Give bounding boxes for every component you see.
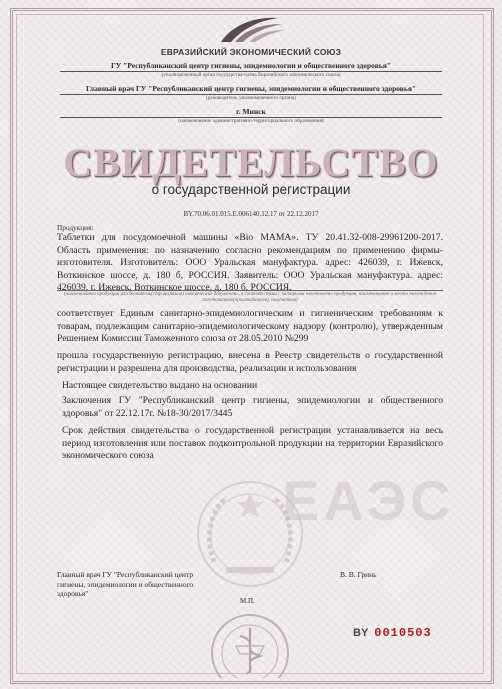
- official-name: Главный врач ГУ "Республиканский центр гигиены, эпидемиологии и общественного здоровья": [85, 84, 417, 93]
- registration-text: прошла государственную регистрацию, внесена в Реестр свидетельств о государственной регистрации и разрешена для производства, реализации и использования: [57, 350, 443, 374]
- serial-number: [353, 626, 432, 640]
- signer-title: Главный врач ГУ "Республиканский центр гигиены, эпидемиологии и общественного здоровья": [57, 570, 194, 598]
- pharmacy-seal-icon: [200, 598, 300, 678]
- authority-name: ГУ "Республиканский центр гигиены, эпидемиологии и общественного здоровья": [110, 61, 391, 70]
- compliance-text: соответствует Единым санитарно-эпидемиологическим и гигиеническим требованиям к товарам, подлежащим санитарно-эпидемиологическому надзору (контролю), утвержденным Решением Комиссии Таможенного союза от 28.05.2010 №299: [57, 308, 443, 345]
- certificate-title: СВИДЕТЕЛЬСТВО: [63, 140, 439, 185]
- signer-name: В. В. Гринь: [340, 570, 377, 579]
- registration-number: BY.70.06.01.015.E.006140.12.17 от 22.12.2017: [183, 210, 319, 218]
- serial-digits: 0010503: [374, 626, 432, 640]
- basis-intro: Настоящее свидетельство выдано на основании: [62, 380, 258, 391]
- authority-caption: (уполномоченный орган государства-члена Евразийского экономического союза): [161, 72, 341, 78]
- product-label: Продукция:: [57, 223, 94, 232]
- city: г. Минск: [236, 107, 266, 116]
- official-caption: (руководитель уполномоченного органа): [206, 95, 296, 101]
- stamp-place-label: М.П.: [240, 597, 255, 605]
- product-description: Таблетки для посудомоечной машины «Bio MAMA». ТУ 20.41.32-008-29961200-2017. Область применения: по назначению согласно рекомендациям по применению фирмы-изготовителя. Изготовитель: ООО Уральская мануфактура. адрес: 426039, г. Ижевск, Воткинское шоссе, д. 180 б, РОССИЯ. Заявитель: ООО Уральская мануфактура. адрес: 426039, г. Ижевск, Воткинское шоссе, д. 180 б, РОССИЯ.: [57, 232, 443, 294]
- product-caption: (наименование продукции,изготовитель(страна)и(или) технические документы, в соответствии с которыми изготовлена продукция, наименование и место нахождения изготовителя(производителя), получателя): [63, 291, 437, 304]
- basis-text: Заключения ГУ "Республиканский центр гигиены, эпидемиологии и общественного здоровья" от 22.12.17г. №18-30/2017/3445: [62, 395, 443, 419]
- city-caption: (наименование административно-территориального образования): [178, 118, 324, 124]
- state-emblem-icon: [186, 470, 314, 598]
- certificate-subtitle: о государственной регистрации: [151, 182, 351, 197]
- union-name: ЕВРАЗИЙСКИЙ ЭКОНОМИЧЕСКИЙ СОЮЗ: [160, 47, 342, 57]
- eaeu-logo-icon: [213, 14, 287, 44]
- serial-prefix: BY: [353, 627, 369, 639]
- eaeu-watermark: ЕАЭС: [282, 469, 455, 532]
- validity-text: Срок действия свидетельства о государственной регистрации устанавливается на весь период изготовления или поставок подконтрольной продукции на территории Евразийского экономического союза: [62, 425, 443, 462]
